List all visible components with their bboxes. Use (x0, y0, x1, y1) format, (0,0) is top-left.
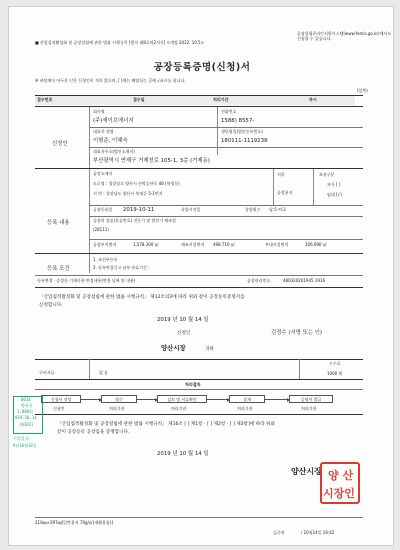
stamp-code: (8392) (19, 422, 34, 427)
process-arrow (265, 399, 289, 400)
table-top-border (35, 95, 363, 96)
instructions: ※ 바탕색이 어두운 난은 신청인이 적지 않으며, [ ]에는 해당되는 곳에 √표시를 합니다. (35, 78, 186, 83)
statement-date: 2019 년 10 월 14 일 (157, 317, 209, 323)
handler: 김중학 (273, 530, 285, 535)
process-actor: 처리기관 (301, 406, 317, 411)
birth-value[interactable]: 180111-1119238 (221, 138, 268, 144)
statement-line: 「산업집적활성화 및 공장설립에 관한 법률 시행규칙」 제12조의3에 따라 위와 같이 공장등록증명서를 (39, 295, 245, 300)
process-step: 접수 (101, 395, 137, 403)
paper-spec: 210㎜×297㎜[일반용지 70g/㎡(재활용품)] (35, 520, 114, 525)
receipt-date-label: 접수일 (133, 97, 145, 102)
process-step: 결재 (229, 395, 265, 403)
section-border (35, 359, 363, 360)
stamp-cancel-label: 수입일자: (13, 436, 31, 441)
mgmt-no: 480320201945 1916 (283, 278, 325, 283)
timestamp: / 10월14일 16:42 (301, 530, 335, 535)
employees-value[interactable]: 남:5 여:2 (269, 207, 286, 212)
birth-label: 생년월일(법인등록번호) (221, 129, 263, 134)
statement-line: 신청합니다. (39, 303, 63, 308)
process-step: 검토 및 서류확인 (157, 395, 207, 403)
row-line (89, 127, 363, 128)
seal-text: 양산 (328, 469, 358, 482)
fee-divider (299, 359, 300, 379)
applicant-section-label: 신청인 (52, 141, 68, 147)
business-start-label: 사업시작일 (181, 207, 201, 212)
attachments-label: 구비서류 (39, 370, 55, 375)
stamp-amount: 1,000원 (17, 409, 33, 414)
section-border (35, 379, 363, 380)
issuer: 양산시장 (291, 467, 322, 476)
lease-checkbox[interactable]: 임대 [√] (327, 192, 342, 197)
representative-name[interactable]: 이형준, 이혜숙 (93, 138, 128, 144)
lot-address[interactable]: 지 번 : 경상남도 양산시 북정동 5-1번지 (93, 191, 163, 196)
annex-area[interactable]: 106.090 ㎡ (305, 242, 327, 247)
reg-date[interactable]: 2019-10-11 (123, 207, 155, 213)
law-reference: ■ 산업집적활성화 및 공장설립에 관한 법률 시행규칙 [별지 제8호의2서식] <개정 2012. 10.5> (35, 40, 204, 45)
footer-divider (35, 517, 363, 518)
stamp-number: 0014 (21, 397, 31, 402)
row-line (89, 216, 363, 217)
building-area[interactable]: 498.710 ㎡ (213, 242, 235, 247)
site-area[interactable]: 1,578.300 ㎡ (133, 242, 159, 247)
revenue-stamp (13, 396, 43, 456)
stamp-cancel-date: 9년10월14일 (13, 443, 37, 448)
recipient: 양산시장 (161, 344, 186, 352)
phone-value[interactable]: 1588) 8557- (221, 118, 255, 124)
online-notice: 공장설립온라인지원시스템(www.femis.go.kr)에서도 신청할 수 있습니다. (297, 31, 392, 41)
factory-location-label: 공장소재지 (93, 171, 113, 176)
condition-item: 2. 등록변경신고 남부 유효기간 : (93, 265, 150, 270)
process-actor: 처리기관 (109, 406, 125, 411)
own-checkbox[interactable]: 자가 [ ] (327, 182, 341, 187)
receipt-bottom-border (35, 106, 363, 107)
processing-date-label: 처리기간 (213, 97, 229, 102)
registration-right-divider (313, 169, 314, 205)
row-line (35, 389, 363, 390)
mgmt-no-label: 공장관리번호 (247, 278, 271, 283)
registration-divider (89, 169, 90, 273)
processing-period: 즉시 (309, 97, 317, 102)
page-side: (앞쪽) (357, 88, 368, 93)
stamp-city: 양산시 (21, 403, 33, 408)
applicant-sign-label: 신청인 (177, 331, 191, 336)
annex-area-label: 부대시설면적 (265, 242, 289, 247)
registration-section-label: 등록 내용 (47, 220, 70, 226)
certificate-document (8, 6, 394, 546)
process-actor: 처리기관 (237, 406, 253, 411)
section-border (35, 287, 363, 288)
row-line (89, 239, 363, 240)
receipt-row-shade (35, 95, 355, 105)
process-arrow (81, 399, 101, 400)
certification-date: 2019 년 10 월 14 일 (157, 451, 209, 457)
conditions-label: 등록 조건 (47, 266, 70, 272)
company-name[interactable]: (주)세이브에너지 (93, 118, 134, 124)
receipt-no-label: 접수번호 (37, 97, 53, 102)
applicant-sign[interactable]: 김정수 (서명 또는 인) (271, 330, 323, 336)
company-name-label: 회사명 (93, 109, 105, 114)
process-step: 신청서 작성 (41, 395, 81, 403)
employees-label: 종업원수 (245, 207, 261, 212)
section-border (35, 414, 363, 415)
reg-date-label: 공장등록일 (93, 207, 113, 212)
document-title: 공장등록증명(신청)서 (153, 62, 251, 73)
site-label: 공장용지 (277, 190, 293, 195)
process-actor: 처리기관 (171, 406, 187, 411)
attachments-value: 없 음 (99, 370, 108, 375)
zone-label: 지목 (277, 172, 285, 177)
official-seal (320, 462, 360, 504)
process-arrow (137, 399, 157, 400)
process-step: 증명서 발급 (289, 395, 333, 403)
certification-line: 「산업집적활성화 및 공장설립에 관한 법률 시행규칙」 제16조 [ ] 제1항 · [ ] 제2항 · [ ] 제3항]에 따라 위와 (57, 422, 275, 427)
ownership-label: 보유구분 (319, 172, 335, 177)
row-line (89, 147, 363, 148)
condition-item: 1. 조건부등록 (93, 257, 118, 262)
representative-label: 대표자 성명 (93, 129, 114, 134)
phone-label: 전화번호 (221, 109, 237, 114)
stamp-date: 019.10.14 (15, 415, 37, 420)
seal-text: 시장인 (323, 487, 355, 500)
row-line (89, 205, 363, 206)
address-label: 대표자주소(법인소재지) (93, 149, 135, 154)
process-arrow (207, 399, 229, 400)
applicant-divider (89, 107, 90, 169)
recipient-suffix: 귀하 (205, 347, 214, 352)
industry-code: (28111) (93, 227, 109, 232)
attachments-divider (89, 359, 90, 379)
process-label: 처리절차 (185, 382, 201, 387)
fee-value: 1000 원 (327, 371, 343, 376)
address-value[interactable]: 부산광역시 연제구 거제천로 105-1, 3층 (거제동) (93, 158, 210, 164)
certification-line: 같이 공장등록 공장임을 증명합니다. (57, 430, 130, 435)
fee-label: 수수료 (329, 361, 341, 366)
section-border (35, 253, 363, 254)
industry-label: 공장의 업종(분류번호) 전동기 및 발전기 제조업 (93, 218, 176, 223)
process-actor: 신청인 (53, 406, 65, 411)
building-area-label: 제조시설면적 (181, 242, 205, 247)
road-address[interactable]: 도로명 : 경상남도 양산시 산막공단로 48 (북정동) (93, 181, 180, 186)
change-history-label: 등록변경 · 증설등 기재사항 변경내용(변경 날짜 및 내용) (37, 278, 136, 283)
registration-mid-divider (273, 169, 274, 205)
site-area-label: 공장부지면적 (93, 242, 117, 247)
row-line (35, 275, 363, 276)
